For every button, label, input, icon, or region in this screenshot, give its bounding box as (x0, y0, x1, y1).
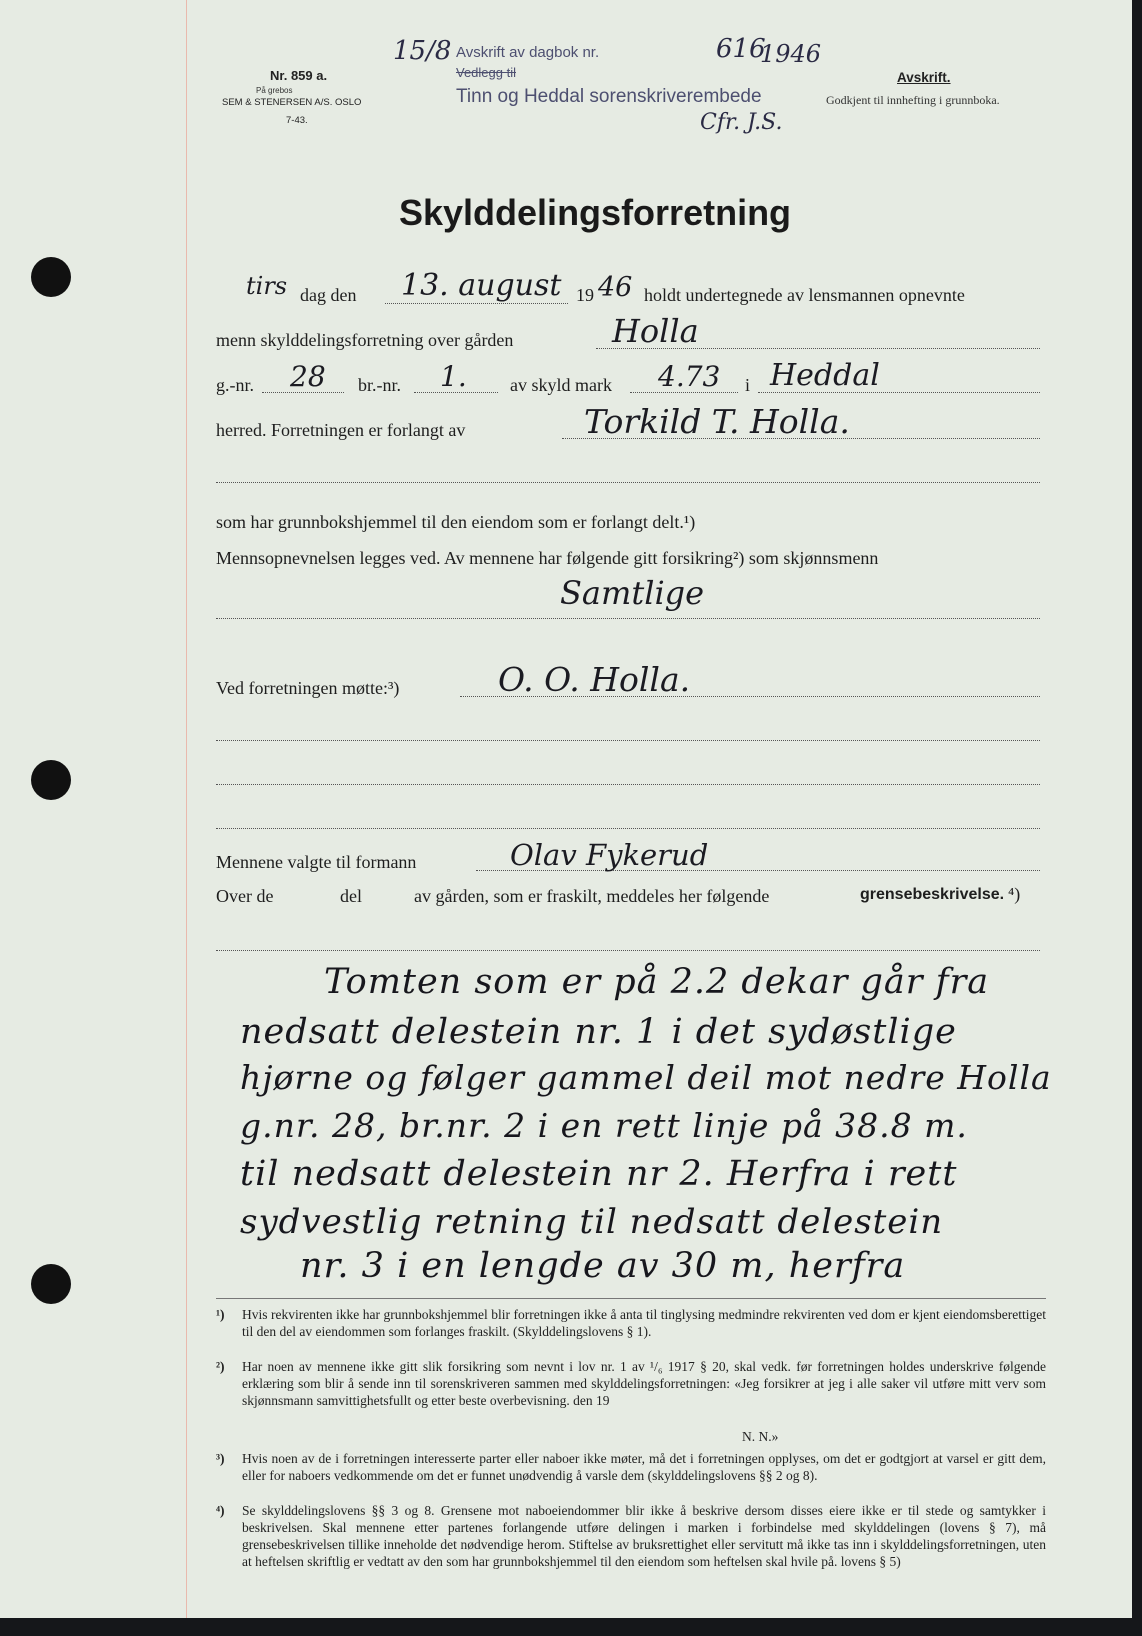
footnote-2-mark: ²) (216, 1359, 225, 1374)
gnr-label: g.-nr. (216, 375, 254, 395)
footnote-3-text: Hvis noen av de i forretningen interesserte parter eller naboer ikke møter, må det i forretningen opplyses, om det er godtgjort at varsel er gitt dem, eller for naboers vedkommende om det er funnet unødvendig å varsle dem (skylddelingslovens §§ 2 og 8). (242, 1451, 1046, 1483)
handwritten-weekday: tirs (246, 272, 288, 300)
form-number: Nr. 859 a. (270, 68, 328, 83)
date-rule (385, 303, 568, 304)
grense-heading: grensebeskrivelse. (860, 886, 1005, 903)
blank-rule-4 (216, 784, 1040, 785)
grunnbok-text: som har grunnbokshjemmel til den eiendom som er forlangt delt.¹) (216, 512, 696, 532)
handwritten-date: 15/8 (393, 36, 452, 66)
handwritten-attendee: O. O. Holla. (498, 660, 691, 699)
footnote-3-mark: ³) (216, 1451, 225, 1466)
av-garden-text: av gården, som er fraskilt, meddeles her følgende (414, 886, 770, 906)
handwritten-year-field: 46 (598, 272, 633, 303)
handwritten-year: 1946 (760, 40, 822, 68)
stamp-line-1: Avskrift av dagbok nr. (456, 44, 600, 61)
footnote-1 (216, 1306, 1046, 1340)
footnote-2-signature (216, 1428, 1046, 1445)
punch-hole-top (31, 257, 71, 297)
handwritten-municipality: Heddal (770, 358, 880, 393)
handwritten-dagbok-number: 616 (716, 34, 766, 64)
body-line-3: hjørne og følger gammel deil mot nedre Holla (240, 1058, 1052, 1097)
mennsopnevnelse-text: Mennsopnevnelsen legges ved. Av mennene har følgende gitt forsikring²) som skjønnsmenn (216, 548, 879, 568)
stamp-line-3: Tinn og Heddal sorenskriverembede (456, 86, 762, 107)
year-prefix: 19 (576, 285, 594, 305)
handwritten-skyld: 4.73 (658, 360, 721, 393)
brnr-label: br.-nr. (358, 375, 401, 395)
body-line-1: Tomten som er på 2.2 dekar går fra (324, 962, 990, 1002)
del-word: del (340, 886, 362, 906)
skyld-label: av skyld mark (510, 375, 612, 395)
footnote-4-text: Se skylddelingslovens §§ 3 og 8. Grensene mot naboeiendommer blir ikke å beskrive dersom disses eiere ikke er til stede og samtykker i beskrivelsen. Skal mennene etter partenes forlangende utføre delingen i marken i forbindelse med skylddelingen (lovens § 7), må grensebeskrivelsen tillike inneholde det nødvendige herom. Stiftelse av bruksrettighet eller servitutt må ikke tas inn i skylddelingsforretningen, uten at heftelsen skriftlig er vedtatt av den som har grunnbokshjemmel til den eiendom som heftelsen skal hvile på. lovens § 5) (242, 1503, 1046, 1569)
handwritten-formann: Olav Fykerud (510, 838, 709, 872)
footnote-2 (216, 1358, 1046, 1409)
footnote-1-text: Hvis rekvirenten ikke har grunnbokshjemmel blir forretningen ikke å anta til tinglysing medmindre rekvirenten ved dom er kjent eiendomsberettiget til den del av eiendommen som forlanges fraskilt. (Skylddelingslovens § 1). (242, 1307, 1046, 1339)
body-line-7: nr. 3 i en lengde av 30 m, herfra (300, 1246, 906, 1286)
body-line-5: til nedsatt delestein nr 2. Herfra i rett (240, 1154, 958, 1194)
grense-footnote-mark: ⁴) (1008, 884, 1021, 904)
footnote-2-signature-text: N. N.» (742, 1429, 779, 1444)
body-line-2: nedsatt delestein nr. 1 i det sydøstlige (240, 1012, 957, 1052)
blank-rule-1 (216, 482, 1040, 483)
document-title: Skylddelingsforretning (399, 192, 792, 233)
punch-hole-middle (31, 760, 71, 800)
over-de-text: Over de (216, 886, 274, 906)
handwritten-farm: Holla (612, 312, 699, 350)
handwritten-date-field: 13. august (401, 268, 562, 303)
footnote-3 (216, 1450, 1046, 1484)
i-label: i (745, 375, 751, 395)
avskrift-label: Avskrift. (897, 70, 951, 85)
stamp-line-2: Vedlegg til (456, 65, 516, 80)
blank-rule-2 (216, 618, 1040, 619)
handwritten-initials: Cfr. J.S. (700, 110, 783, 135)
blank-rule-5 (216, 828, 1040, 829)
footnote-4-mark: ⁴) (216, 1503, 225, 1518)
handwritten-brnr: 1. (440, 360, 467, 393)
godkjent-note: Godkjent til innhefting i grunnboka. (826, 93, 1000, 107)
printer-date: 7-43. (286, 115, 308, 126)
handwritten-gnr: 28 (290, 360, 326, 393)
footnote-1-mark: ¹) (216, 1307, 225, 1322)
footnote-2-text: Har noen av mennene ikke gitt slik forsikring som nevnt i lov nr. 1 av ¹/₆ 1917 § 20, skal vedk. før forretningen holdes underskrive følgende erklæring som blir å sende inn til sorenskriveren sammen med skylddelingsforretningen: «Jeg forsikrer at jeg i alle saker vil utføre mitt verv som skjønnsmann samvittighetsfullt og etter beste overbevisning. den 19 (242, 1359, 1046, 1408)
printer-line: På grebos (256, 86, 293, 95)
punch-hole-bottom (31, 1264, 71, 1304)
handwritten-samtlige: Samtlige (560, 574, 705, 612)
handwritten-requester: Torkild T. Holla. (584, 402, 850, 441)
formann-text: Mennene valgte til formann (216, 852, 417, 872)
footnote-separator (216, 1298, 1046, 1299)
menn-text: menn skylddelingsforretning over gården (216, 330, 514, 350)
mote-text: Ved forretningen møtte:³) (216, 678, 400, 698)
herred-text: herred. Forretningen er forlangt av (216, 420, 466, 440)
body-line-4: g.nr. 28, br.nr. 2 i en rett linje på 38.8 m. (240, 1106, 968, 1145)
body-line-6: sydvestlig retning til nedsatt delestein (240, 1202, 944, 1242)
holdt-text: holdt undertegnede av lensmannen opnevnte (644, 285, 965, 305)
blank-rule-6 (216, 950, 1040, 951)
dag-den-text: dag den (300, 285, 357, 305)
margin-line (186, 0, 187, 1618)
blank-rule-3 (216, 740, 1040, 741)
printer-name: SEM & STENERSEN A/S. OSLO (222, 97, 362, 108)
footnote-4 (216, 1502, 1046, 1570)
